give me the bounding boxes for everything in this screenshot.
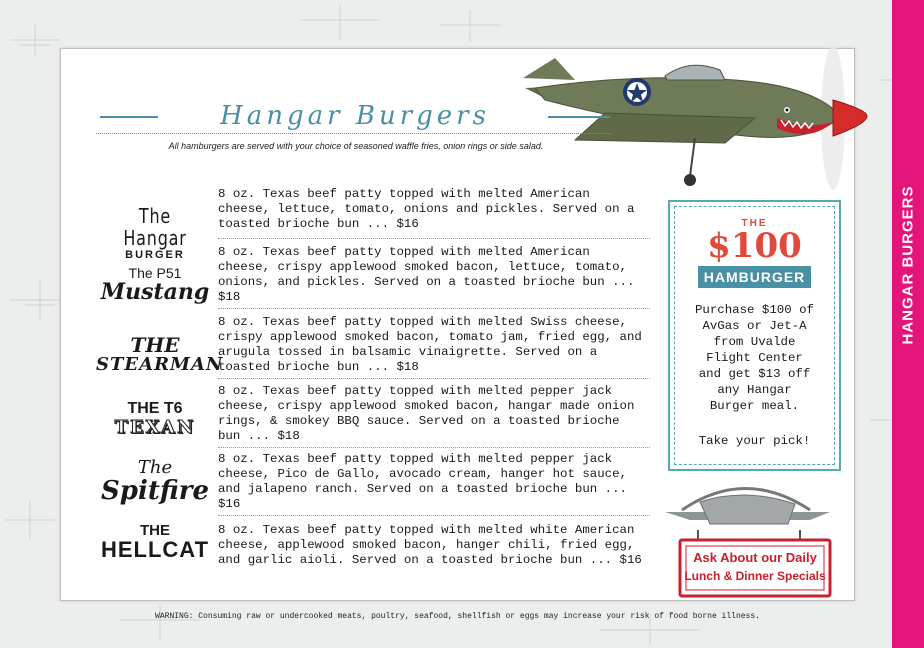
menu-item [96,521,652,585]
item-logo-line2: TEXAN [114,417,196,438]
item-logo-line1: THE [130,333,180,357]
promo-price: $100 [707,226,802,266]
item-logo-line1: THE [140,522,170,539]
hundred-dollar-hamburger-promo [668,200,841,471]
item-description: 8 oz. Texas beef patty topped with melted Swiss cheese, crispy applewood smoked bacon, tomato jam, fried egg, and arugula tossed in balsamic vinaigrette. Served on a toasted brioche bun ... $18 [218,315,642,374]
item-logo-line2: HELLCAT [100,537,210,562]
item-description: 8 oz. Texas beef patty topped with melted pepper jack cheese, crispy applewood smoked bacon, hangar made onion rings, & smokey BBQ sauce. Served on a toasted brioche bun ... $18 [218,384,635,443]
promo-cta: Take your pick! [698,434,811,448]
item-description: 8 oz. Texas beef patty topped with melted pepper jack cheese, Pico de Gallo, avocado cream, hanger hot sauce, and jalapeno ranch. Served on a toasted brioche bun ... $16 [218,452,627,511]
food-safety-warning: WARNING: Consuming raw or undercooked meats, poultry, seafood, shellfish or eggs may increase your risk of food borne illness. [155,612,760,621]
item-description: 8 oz. Texas beef patty topped with melted white American cheese, applewood smoked bacon, hanger chili, fried egg, and garlic aioli. Served on a toasted brioche bun ... $16 [218,523,642,567]
specials-sign-line1: Ask About our Daily [693,550,817,565]
specials-sign-line2: Lunch & Dinner Specials [684,569,826,583]
title-text: Hangar Burgers [220,101,490,131]
title-dotted-rule [96,133,611,134]
item-logo [96,400,214,438]
item-divider [218,447,650,448]
item-logo [96,523,214,561]
item-divider [218,308,650,309]
menu-item [96,243,652,303]
menu-item [96,382,652,444]
item-logo-line2: Spitfire [101,476,209,506]
menu-title [100,103,610,129]
promo-the: THE [741,218,768,229]
menu-item [96,313,652,377]
item-logo [96,458,214,504]
item-description: 8 oz. Texas beef patty topped with melted American cheese, crispy applewood smoked bacon, lettuce, tomato, onions, and pickles. Served on a toasted brioche bun ... $18 [218,245,635,304]
item-logo [96,265,214,303]
item-logo-line1: The [137,457,173,478]
menu-subtitle: All hamburgers are served with your choice of seasoned waffle fries, onion rings or side salad. [168,141,544,151]
side-tab-label: HANGAR BURGERS [899,185,917,345]
promo-body: Purchase $100 of AvGas or Jet-A from Uvalde Flight Center and get $13 off any Hangar Burger meal. [695,303,814,413]
item-divider [218,238,650,239]
menu-item [96,452,652,512]
promo-banner: HAMBURGER [698,266,811,288]
item-divider [218,515,650,516]
menu-item [96,187,652,261]
item-logo-line2: STEARMAN [96,354,224,375]
item-logo [96,333,224,375]
item-logo-line2: BURGER [125,249,185,261]
item-logo-line1: The P51 [128,265,182,281]
item-logo-line1: THE T6 [127,400,183,417]
item-description: 8 oz. Texas beef patty topped with melted American cheese, lettuce, tomato, onions and pickles. Served on a toasted brioche bun ... $16 [218,187,635,231]
item-divider [218,378,650,379]
item-logo-line1: The Hangar [123,204,187,250]
item-logo-line2: Mustang [100,279,210,305]
